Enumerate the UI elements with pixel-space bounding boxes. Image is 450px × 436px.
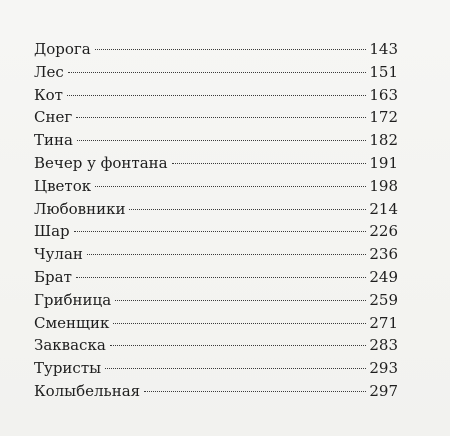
toc-entry-title: Сменщик [34,313,110,332]
toc-entry-page-number: 271 [369,313,398,332]
toc-entry-page-number: 163 [369,85,398,104]
dot-leader [144,391,366,392]
toc-entry-title: Тина [34,131,73,150]
toc-entry [34,266,398,289]
toc-entry-title: Снег [34,108,73,127]
dot-leader [113,323,366,324]
toc-entry [34,175,398,198]
toc-entry-title: Чулан [34,245,83,264]
dot-leader [74,231,366,232]
toc-entry [34,152,398,175]
dot-leader [77,140,366,141]
toc-entry-title: Дорога [34,40,91,58]
toc-entry-page-number: 283 [369,336,398,355]
toc-entry-page-number: 293 [369,359,398,378]
toc-entry-page-number: 249 [369,267,398,286]
toc-entry-title: Кот [34,85,63,104]
toc-entry-title: Лес [34,62,64,81]
toc-entry-title: Закваска [34,336,106,355]
toc-entry [34,334,398,357]
dot-leader [115,300,366,301]
dot-leader [129,209,366,210]
toc-entry [34,198,398,221]
dot-leader [76,277,366,278]
toc-entry-page-number: 151 [369,62,398,81]
toc-entry-page-number: 182 [369,131,398,150]
toc-entry [34,357,398,380]
toc-entry-page-number: 214 [369,199,398,218]
dot-leader [67,95,366,96]
toc-entry [34,38,398,61]
toc-entry-title: Грибница [34,290,112,309]
toc-entry-page-number: 172 [369,108,398,127]
toc-entry-page-number: 143 [369,40,398,58]
toc-entry-title: Колыбельная [34,381,141,400]
dot-leader [105,368,366,369]
toc-entry [34,220,398,243]
toc-entry-title: Любовники [34,199,126,218]
toc-entry-title: Брат [34,267,72,286]
toc-entry-page-number: 191 [369,153,398,172]
toc-entry-page-number: 236 [369,245,398,264]
toc-entry-page-number: 297 [369,381,398,400]
toc-entry [34,289,398,312]
toc-entry [34,129,398,152]
toc-entry-title: Вечер у фонтана [34,153,168,172]
dot-leader [110,345,366,346]
toc-entry-page-number: 226 [369,222,398,241]
dot-leader [76,117,366,118]
table-of-contents [34,38,398,403]
dot-leader [68,72,366,73]
dot-leader [172,163,366,164]
toc-entry-page-number: 198 [369,176,398,195]
toc-entry [34,380,398,403]
toc-entry-title: Цветок [34,176,92,195]
dot-leader [95,49,366,50]
toc-entry [34,312,398,335]
toc-entry [34,61,398,84]
toc-entry [34,106,398,129]
toc-entry-title: Туристы [34,359,102,378]
toc-entry-page-number: 259 [369,290,398,309]
dot-leader [87,254,366,255]
toc-entry [34,84,398,107]
dot-leader [95,186,366,187]
toc-entry-title: Шар [34,222,70,241]
toc-entry [34,243,398,266]
